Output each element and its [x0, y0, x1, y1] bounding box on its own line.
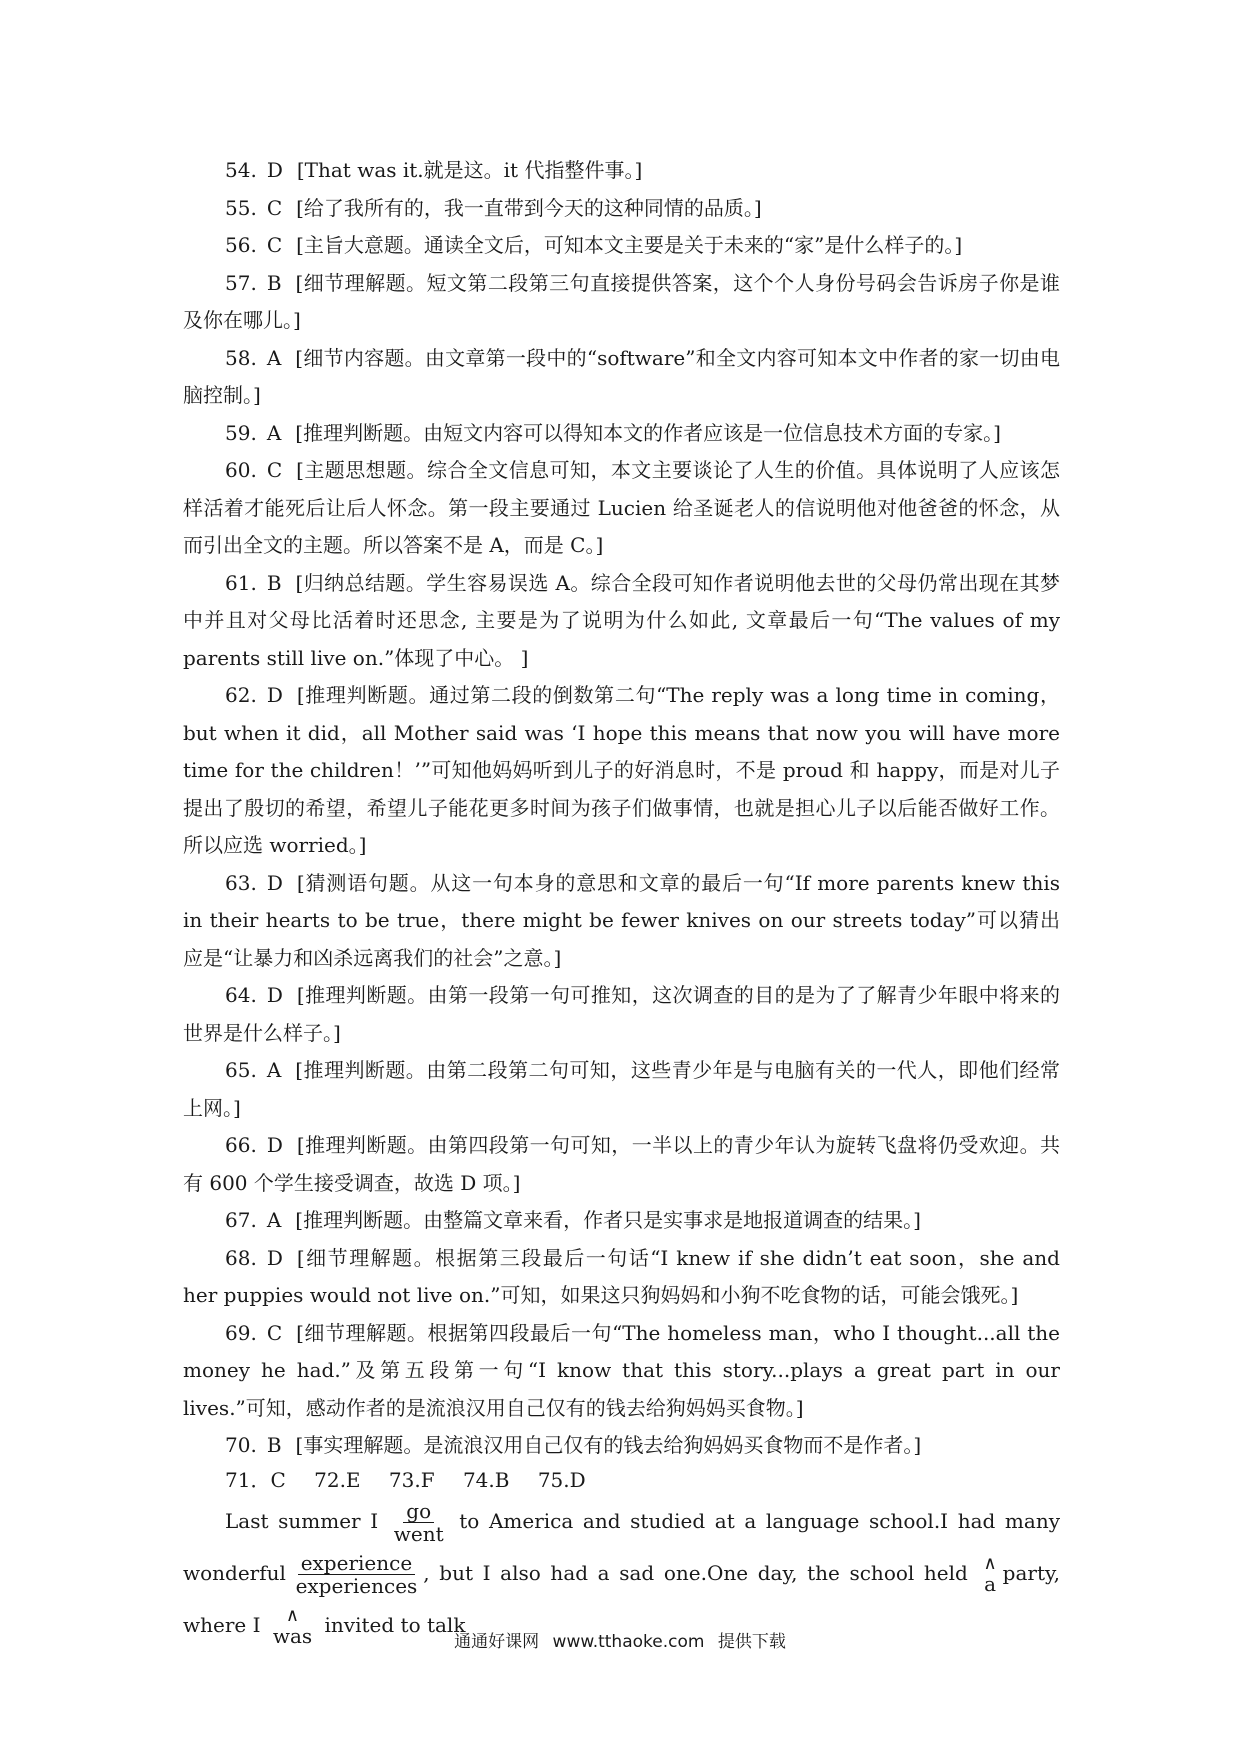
answer-number: 59. [225, 420, 257, 445]
answer-item [183, 1202, 1060, 1240]
inserted-word: a [984, 1572, 997, 1596]
footer-url: www.tthaoke.com [552, 1632, 705, 1652]
answer-number: 57. [225, 270, 257, 295]
answer-item [183, 565, 1060, 678]
answer-explanation: [细节理解题。根据第四段最后一句“The homeless man，who I thought...all the money he had.”及第五段第一句“I know that this story...plays a great part in our lives.”可知，感动作者的是流浪汉用自己仅有的钱去给狗妈妈买食物。] [183, 1320, 1060, 1420]
answer-letter: D [266, 683, 283, 707]
footer-site-name: 通通好课网 [454, 1632, 540, 1652]
answer-letter: C [266, 195, 283, 220]
answer-item [183, 677, 1060, 865]
answer-item [183, 1315, 1060, 1428]
answer-explanation: [主题思想题。综合全文信息可知，本文主要谈论了人生的价值。具体说明了人应该怎样活着才能死后让后人怀念。第一段主要通过 Lucien 给圣诞老人的信说明他对他爸爸的怀念，从而引出全文的主题。所以答案不是 A，而是 C。] [183, 458, 1060, 557]
right-word: went [393, 1521, 444, 1546]
answer-number: 70. [225, 1433, 257, 1457]
answer-explanation: [推理判断题。由整篇文章来看，作者只是实事求是地报道调查的结果。] [295, 1208, 921, 1232]
answer-item [183, 1240, 1060, 1315]
answer-letter: B [266, 1433, 282, 1457]
answer-number: 54. [225, 158, 257, 182]
answer-item [183, 227, 1060, 265]
answer-letter: C [266, 458, 283, 482]
answer-item [183, 265, 1060, 340]
answer-number: 68. [225, 1245, 257, 1270]
answer-list [183, 152, 1060, 1465]
answer-explanation: [给了我所有的，我一直带到今天的这种同情的品质。] [296, 195, 762, 220]
correction-text: Last summer I [225, 1508, 379, 1533]
answer-explanation: [That was it.就是这。it 代指整件事。] [296, 158, 643, 182]
insert-caret-icon: ∧ [285, 1605, 300, 1626]
answer-letter: D [266, 1245, 283, 1270]
wrong-word: experience [298, 1552, 415, 1575]
answer-71: 71．C [225, 1467, 286, 1492]
answer-number: 55. [225, 195, 257, 220]
answer-item [183, 865, 1060, 978]
answer-explanation: [推理判断题。由第四段第一句可知，一半以上的青少年认为旋转飞盘将仍受欢迎。共有 600 个学生接受调查，故选 D 项。] [183, 1133, 1060, 1195]
answer-item [183, 340, 1060, 415]
answer-letter: D [266, 1133, 283, 1157]
answer-number: 69. [225, 1320, 257, 1345]
correction-text: , but I also had a sad one.One day, the school held [423, 1560, 968, 1585]
correction-fix-1 [394, 1500, 444, 1545]
answer-explanation: [归纳总结题。学生容易误选 A。综合全段可知作者说明他去世的父母仍常出现在其梦中并且对父母比活着时还思念, 主要是为了说明为什么如此, 文章最后一句“The values of my parents still live on.”体现了中心。 ] [183, 570, 1060, 670]
answer-explanation: [细节理解题。根据第三段最后一句话“I knew if she didn’t eat soon，she and her puppies would not live on.”可知，如果这只狗妈妈和小狗不吃食物的话，可能会饿死。] [183, 1245, 1060, 1307]
answer-72: 72.E [314, 1467, 361, 1492]
answer-73: 73.F [388, 1467, 435, 1492]
answer-75: 75.D [537, 1467, 586, 1492]
answer-letter: D [266, 983, 283, 1007]
answer-74: 74.B [462, 1467, 510, 1492]
answer-letter: A [266, 1058, 282, 1082]
answer-number: 65. [225, 1058, 257, 1082]
answer-explanation: [推理判断题。由第二段第二句可知，这些青少年是与电脑有关的一代人，即他们经常上网。] [183, 1058, 1060, 1120]
answer-explanation: [主旨大意题。通读全文后，可知本文主要是关于未来的“家”是什么样子的。] [296, 233, 963, 257]
inserted-word: was [272, 1624, 313, 1648]
correction-text: party, where I [183, 1560, 1060, 1637]
answer-letter: C [266, 233, 283, 257]
answer-letter: D [266, 158, 283, 182]
answer-number: 58. [225, 345, 257, 370]
answer-letter: A [266, 345, 282, 370]
answer-letter: A [266, 1208, 282, 1232]
correction-text: invited to talk [324, 1612, 466, 1637]
answer-item [183, 415, 1060, 453]
wrong-word: go [403, 1500, 434, 1523]
answer-explanation: [猜测语句题。从这一句本身的意思和文章的最后一句“If more parents knew this in their hearts to be true，there might be fewer knives on our streets today”可以猜出应是“让暴力和凶杀远离我们的社会”之意。] [183, 870, 1060, 970]
answer-item [183, 452, 1060, 565]
answer-letter: C [266, 1320, 283, 1345]
answer-number: 62. [225, 683, 257, 707]
answer-number: 60. [225, 458, 257, 482]
answer-row-71-75 [183, 1465, 1060, 1495]
footer-suffix: 提供下载 [717, 1632, 786, 1652]
answer-letter: B [266, 270, 282, 295]
answer-number: 64. [225, 983, 257, 1007]
answer-letter: B [266, 570, 282, 595]
answer-letter: A [266, 420, 282, 445]
correction-fix-2 [296, 1552, 418, 1597]
answer-explanation: [细节内容题。由文章第一段中的“software”和全文内容可知本文中作者的家一切由电脑控制。] [183, 345, 1060, 407]
right-word: experiences [295, 1573, 418, 1598]
correction-text: to America and studied at a language school.I had many wonderful [183, 1508, 1061, 1585]
answer-explanation: [细节理解题。短文第二段第三句直接提供答案，这个个人身份号码会告诉房子你是谁及你在哪儿。] [183, 270, 1060, 332]
answer-key [183, 152, 1060, 1651]
answer-item [183, 190, 1060, 228]
answer-explanation: [推理判断题。由短文内容可以得知本文的作者应该是一位信息技术方面的专家。] [295, 420, 1001, 445]
answer-number: 61. [225, 570, 257, 595]
answer-letter: D [266, 870, 283, 895]
answer-number: 63. [225, 870, 257, 895]
answer-number: 66. [225, 1133, 257, 1157]
insert-caret-icon: ∧ [983, 1553, 997, 1574]
answer-item [183, 977, 1060, 1052]
answer-explanation: [推理判断题。通过第二段的倒数第二句“The reply was a long time in coming，but when it did，all Mother said was ‘I hope this means that now you will have more time for the children！’”可知他妈妈听到儿子的好消息时，不是 proud 和 happy，而是对儿子提出了殷切的希望，希望儿子能花更多时间为孩子们做事情，也就是担心儿子以后能否做好工作。所以应选 worried。] [183, 683, 1060, 857]
answer-number: 67. [225, 1208, 257, 1232]
correction-insert-1 [983, 1554, 996, 1594]
answer-number: 56. [225, 233, 257, 257]
answer-item [183, 1127, 1060, 1202]
answer-explanation: [推理判断题。由第一段第一句可推知，这次调查的目的是为了了解青少年眼中将来的世界是什么样子。] [183, 983, 1060, 1045]
answer-item [183, 1052, 1060, 1127]
answer-item [183, 1427, 1060, 1465]
answer-item [183, 152, 1060, 190]
answer-explanation: [事实理解题。是流浪汉用自己仅有的钱去给狗妈妈买食物而不是作者。] [295, 1433, 922, 1457]
